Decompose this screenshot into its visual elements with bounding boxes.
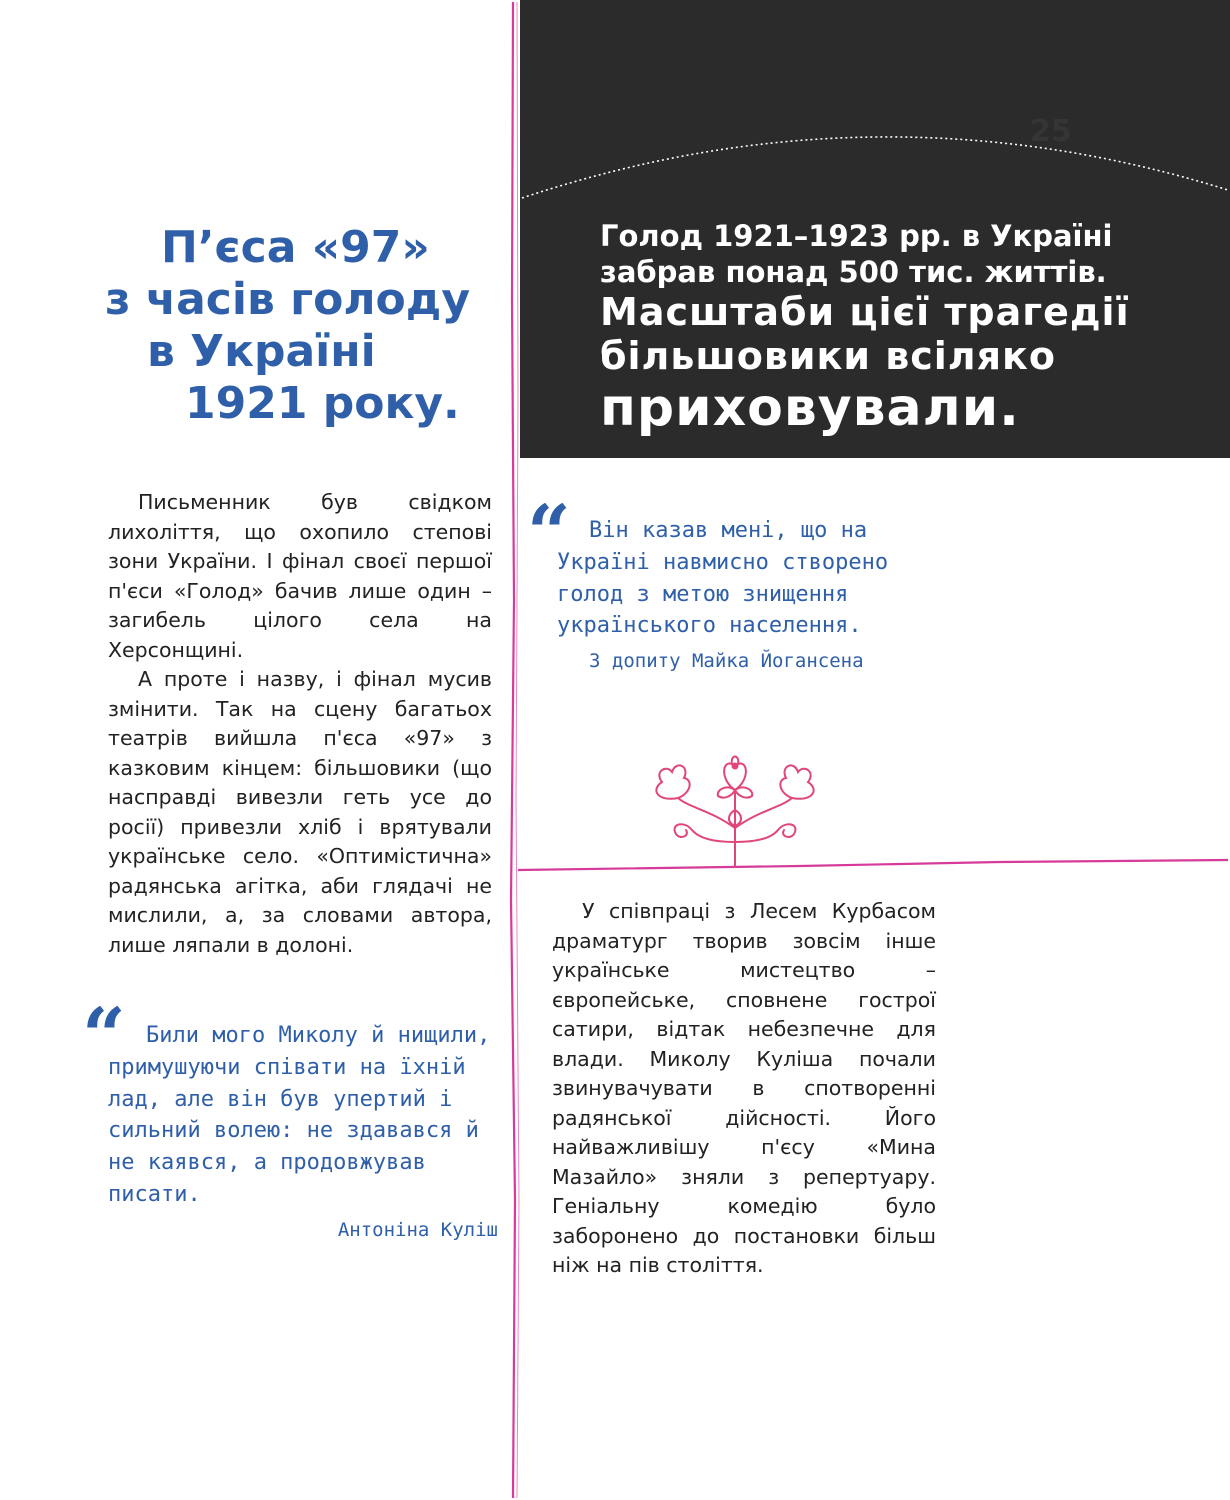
- arc-line: [520, 120, 1230, 210]
- dark-heading: [600, 218, 1130, 438]
- dark-heading-line: більшовики всіляко: [600, 334, 1056, 378]
- title-line: з часів голоду: [105, 274, 470, 325]
- dark-heading-line: Масштаби цієї трагедії: [600, 290, 1130, 334]
- quote-author: Антоніна Куліш: [337, 1218, 498, 1241]
- quote-mark-icon: “: [527, 488, 571, 577]
- dark-heading-line: забрав понад 500 тис. життів.: [600, 255, 1107, 289]
- flower-ornament-icon: [640, 750, 830, 868]
- page-number: 25: [1030, 114, 1072, 149]
- title-line: П’єса «97»: [161, 222, 430, 273]
- quote-text: Били мого Миколу й нищили, примушуючи співати на їхній лад, але він був упертий і сильний волею: не здавався й не каявся, а продовжував писати.: [108, 1023, 491, 1207]
- dark-heading-line: Голод 1921–1923 рр. в Україні: [600, 219, 1113, 253]
- body-text-left: [108, 488, 492, 960]
- title-line: в Україні: [147, 326, 376, 377]
- paragraph: У співпраці з Лесем Курбасом драматург творив зовсім інше українське мистецтво – європейське, сповнене гострої сатири, відтак небезпечне для влади. Миколу Куліша почали звинувачувати в спотворенні радянської дійсності. Його найважливішу п'єсу «Мина Мазайло» зняли з репертуару. Геніальну комедію було заборонено до постановки більш ніж на пів століття.: [552, 899, 936, 1277]
- paragraph: Письменник був свідком лихоліття, що охопило степові зони України. І фінал своєї першої п'єси «Голод» бачив лише один – загибель цілого села на Херсонщині.: [108, 490, 492, 662]
- quote-author: З допиту Майка Йогансена: [589, 650, 864, 673]
- body-text-right: [552, 897, 936, 1281]
- title-line: 1921 року.: [185, 378, 460, 429]
- paragraph: А проте і назву, і фінал мусив змінити. Так на сцену багатьох театрів вийшла п'єса «97» з казковим кінцем: більшовики (що насправді вивезли геть усе до росії) привезли хліб і врятували українське село. «Оптимістична» радянська агітка, аби глядачі не мислили, а, за словами автора, лише ляпали в долоні.: [108, 667, 492, 957]
- quote-text: Він казав мені, що на Україні навмисно створено голод з метою знищення українського населення.: [557, 518, 889, 639]
- quote-mark-icon: “: [82, 991, 126, 1080]
- quote-kulish: [82, 991, 498, 1241]
- dark-heading-line: приховували.: [600, 378, 1020, 438]
- quote-johansen: [527, 488, 917, 673]
- page-title: [105, 222, 505, 430]
